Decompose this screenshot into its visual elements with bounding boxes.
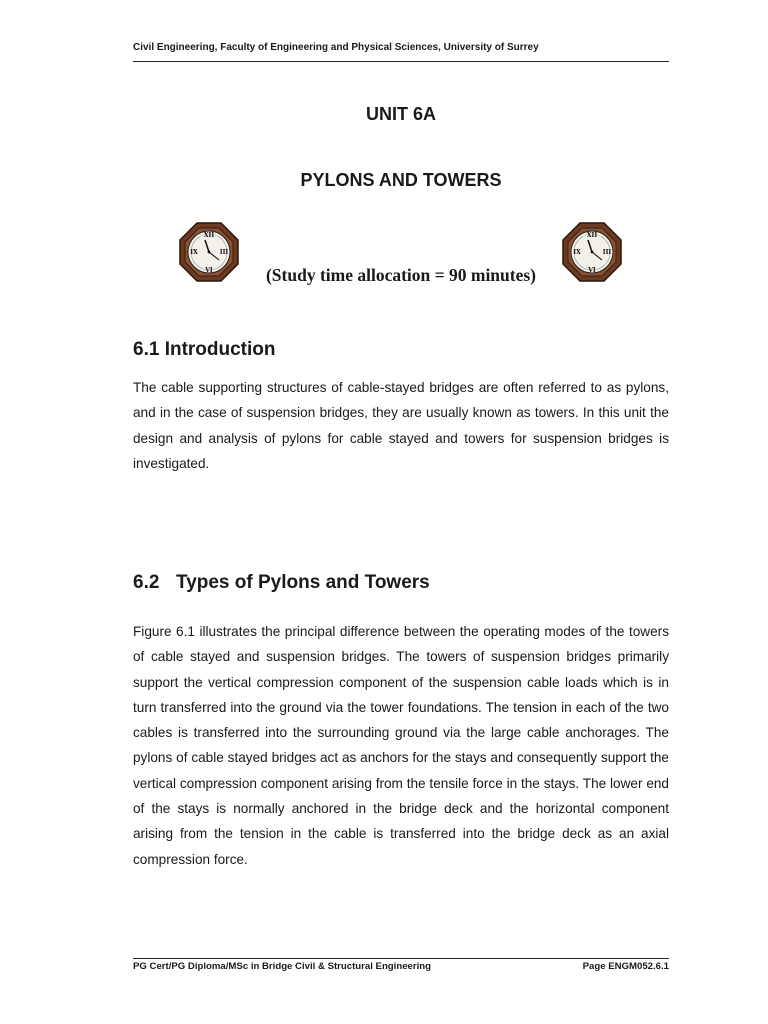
page-header: Civil Engineering, Faculty of Engineering and Physical Sciences, University of Surrey [133, 42, 539, 53]
unit-title: UNIT 6A [365, 104, 436, 124]
page-number: Page ENGM052.6.1 [582, 961, 669, 972]
footer-course: PG Cert/PG Diploma/MSc in Bridge Civil & Structural Engineering [133, 961, 431, 972]
section-heading-types [133, 572, 430, 594]
introduction-paragraph: The cable supporting structures of cable-stayed bridges are often referred to as pylons, and in the case of suspension bridges, they are usually known as towers. In this unit the design and analysis of pylons for cable stayed and towers for suspension bridges is investigated. [133, 380, 669, 471]
svg-text:IX: IX [573, 249, 581, 256]
study-time-allocation: (Study time allocation = 90 minutes) [265, 265, 537, 285]
types-paragraph: Figure 6.1 illustrates the principal difference between the operating modes of the towers of cable stayed and suspension bridges. The towers of suspension bridges primarily support the vertical compression component of the suspension cable loads which is in turn transferred into the ground via the tower foundations. The tension in each of the two cables is transferred into the surrounding ground via the large cable anchorages. The pylons of cable stayed bridges act as anchors for the stays and consequently support the vertical compression component arising from the tensile force in the stays. The lower end of the stays is normally anchored in the bridge deck and the horizontal component arising from the tension in the cable is transferred into the bridge deck as an axial compression force. [133, 624, 669, 867]
page-title: PYLONS AND TOWERS [300, 170, 502, 190]
section-number: 6.2 [133, 572, 160, 593]
section-heading-introduction: 6.1 Introduction [133, 339, 276, 360]
header-rule [133, 61, 669, 62]
svg-text:VI: VI [205, 267, 213, 274]
svg-text:VI: VI [588, 267, 596, 274]
svg-text:XII: XII [586, 232, 598, 239]
svg-text:XII: XII [203, 232, 215, 239]
footer-rule [133, 958, 669, 959]
svg-text:IX: IX [190, 249, 198, 256]
section-title: Types of Pylons and Towers [176, 572, 430, 593]
svg-text:III: III [219, 249, 229, 256]
svg-text:III: III [602, 249, 612, 256]
